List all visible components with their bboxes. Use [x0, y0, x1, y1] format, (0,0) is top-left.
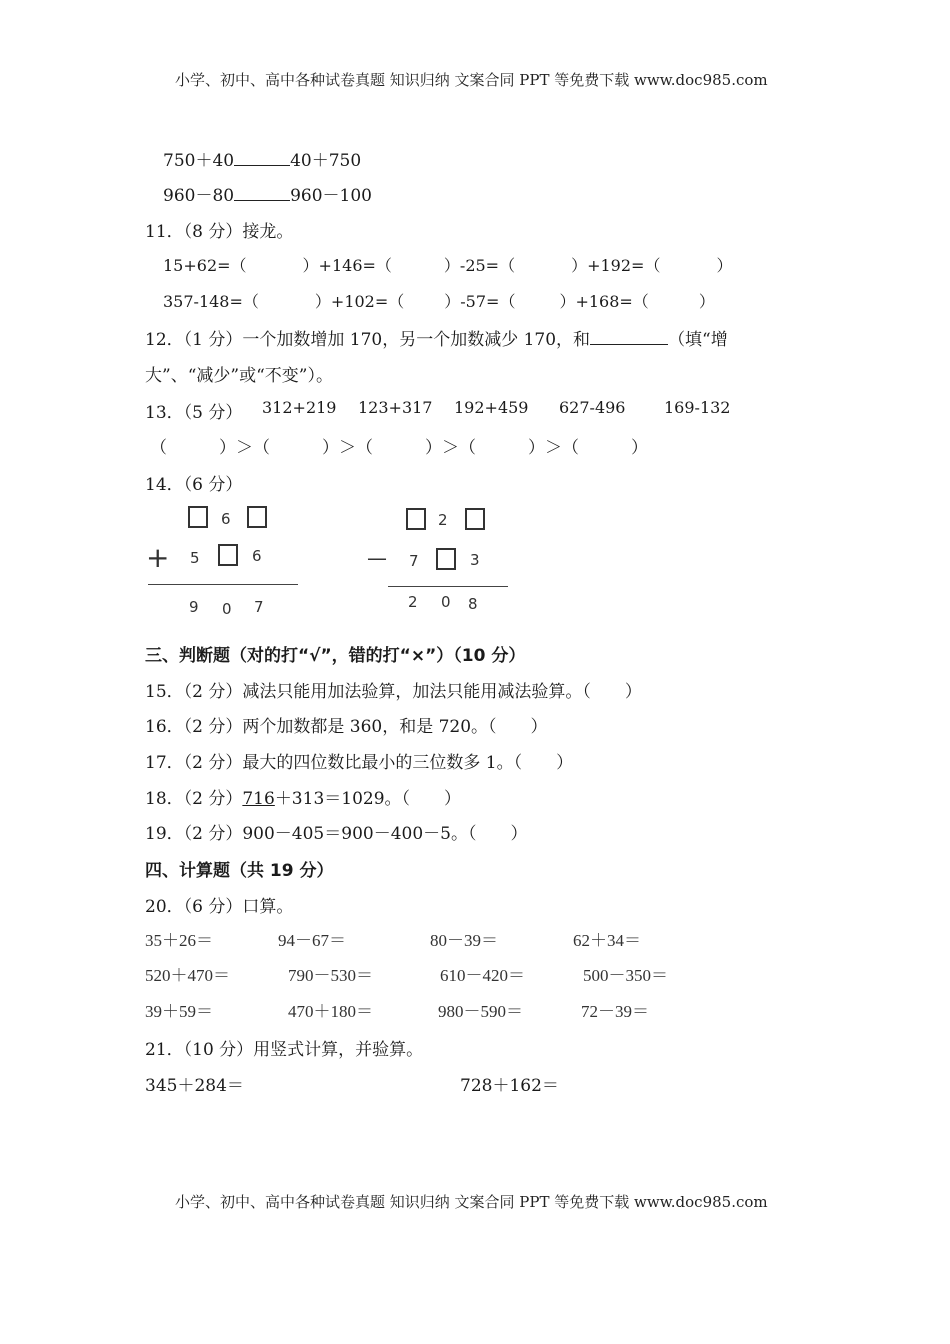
answer-blank[interactable] [234, 150, 290, 166]
q15: 15．（2 分）减法只能用加法验算，加法只能用减法验算。（ ） [145, 682, 642, 702]
q10-row-1-left: 750＋40 [163, 151, 235, 171]
q20-title: 20．（6 分）口算。 [145, 897, 294, 917]
result-digit: 9 [189, 598, 199, 616]
minus-sign: — [367, 546, 387, 570]
mental-calc-item: 520＋470＝ [145, 966, 230, 985]
mental-calc-item: 500－350＝ [583, 966, 668, 985]
page-header: 小学、初中、高中各种试卷真题 知识归纳 文案合同 PPT 等免费下载 www.doc985.com [175, 71, 768, 89]
q11-seg: 15+62=（ [163, 256, 247, 275]
q13-order-seg: ）＞（ [322, 438, 373, 458]
result-digit: 0 [222, 600, 232, 618]
result-digit: 7 [254, 598, 264, 616]
q11-seg: ）-57=（ [444, 292, 516, 311]
q11-seg: ）+146=（ [302, 256, 392, 275]
mental-calc-item: 790－530＝ [288, 966, 373, 985]
q13-title: 13．（5 分） [145, 403, 243, 423]
q16: 16．（2 分）两个加数都是 360，和是 720。（ ） [145, 717, 548, 737]
section-4-title: 四、计算题（共 19 分） [145, 861, 334, 881]
mental-calc-item: 62＋34＝ [573, 931, 641, 950]
sum-line [148, 584, 298, 585]
digit: 5 [190, 549, 200, 567]
digit: 6 [252, 547, 262, 565]
q19: 19．（2 分）900－405＝900－400－5。（ ） [145, 824, 528, 844]
q13-expr: 627-496 [559, 398, 626, 417]
q13-expr: 169-132 [664, 398, 731, 417]
q21-right-expr: 728＋162＝ [460, 1076, 559, 1096]
page-footer: 小学、初中、高中各种试卷真题 知识归纳 文案合同 PPT 等免费下载 www.doc985.com [175, 1193, 768, 1211]
q11-title: 11．（8 分）接龙。 [145, 222, 294, 242]
q11-row-1 [163, 253, 732, 276]
q10-row-1 [163, 146, 361, 171]
q18-rest: ＋313＝1029。（ ） [274, 789, 462, 809]
plus-sign: + [146, 541, 170, 574]
q11-seg: ）+102=（ [314, 292, 405, 311]
q11-seg: 357-148=（ [163, 292, 259, 311]
q13-expr: 123+317 [358, 398, 433, 417]
mental-calc-item: 35＋26＝ [145, 931, 213, 950]
mental-calc-item: 980－590＝ [438, 1002, 523, 1021]
answer-blank[interactable] [590, 329, 668, 345]
q10-row-2 [163, 181, 372, 206]
q11-seg: ）-25=（ [443, 256, 516, 275]
q13-order-seg: ）＞（ [425, 438, 476, 458]
digit-box[interactable] [247, 506, 267, 528]
q10-row-1-right: 40＋750 [290, 151, 362, 171]
q11-row-2 [163, 289, 715, 312]
q13-expr: 192+459 [454, 398, 529, 417]
digit-box[interactable] [436, 548, 456, 570]
q11-seg: ） [716, 256, 733, 275]
q13-order-seg: ）＞（ [219, 438, 270, 458]
difference-line [388, 586, 508, 587]
mental-calc-item: 39＋59＝ [145, 1002, 213, 1021]
digit-box[interactable] [218, 544, 238, 566]
q12-text-a: 12．（1 分）一个加数增加 170，另一个加数减少 170，和 [145, 330, 591, 350]
mental-calc-item: 94－67＝ [278, 931, 346, 950]
mental-calc-item: 80－39＝ [430, 931, 498, 950]
q18-prefix: 18．（2 分） [145, 789, 243, 809]
q11-seg: ）+168=（ [559, 292, 649, 311]
q13-order-seg: ）＞（ [528, 438, 579, 458]
q14-title: 14．（6 分） [145, 475, 243, 495]
result-digit: 0 [441, 593, 451, 611]
digit: 6 [221, 510, 231, 528]
q13-order-seg: （ [150, 438, 167, 458]
digit: 3 [470, 551, 480, 569]
q12-line-2: 大”、“减少”或“不变”）。 [145, 366, 333, 386]
mental-calc-item: 610－420＝ [440, 966, 525, 985]
q10-row-2-left: 960－80 [163, 186, 235, 206]
digit-box[interactable] [406, 508, 426, 530]
q21-left-expr: 345＋284＝ [145, 1076, 244, 1096]
result-digit: 8 [468, 595, 478, 613]
mental-calc-item: 470＋180＝ [288, 1002, 373, 1021]
section-3-title: 三、判断题（对的打“√”，错的打“×”）（10 分） [145, 646, 526, 666]
q11-seg: ）+192=（ [571, 256, 661, 275]
q13-order-row [150, 433, 648, 458]
q18 [145, 784, 461, 809]
q12-text-b: （填“增 [668, 330, 728, 350]
q13-order-seg: ） [631, 438, 648, 458]
mental-calc-item: 72－39＝ [581, 1002, 649, 1021]
q13-expr: 312+219 [262, 398, 337, 417]
q10-row-2-right: 960－100 [290, 186, 372, 206]
q12-line-1 [145, 325, 728, 350]
digit: 7 [409, 552, 419, 570]
result-digit: 2 [408, 593, 418, 611]
digit-box[interactable] [465, 508, 485, 530]
q17: 17．（2 分）最大的四位数比最小的三位数多 1。（ ） [145, 753, 574, 773]
q11-seg: ） [698, 292, 715, 311]
digit: 2 [438, 511, 448, 529]
q18-underlined-number: 716 [242, 789, 275, 809]
q21-title: 21．（10 分）用竖式计算，并验算。 [145, 1040, 424, 1060]
answer-blank[interactable] [234, 185, 290, 201]
digit-box[interactable] [188, 506, 208, 528]
